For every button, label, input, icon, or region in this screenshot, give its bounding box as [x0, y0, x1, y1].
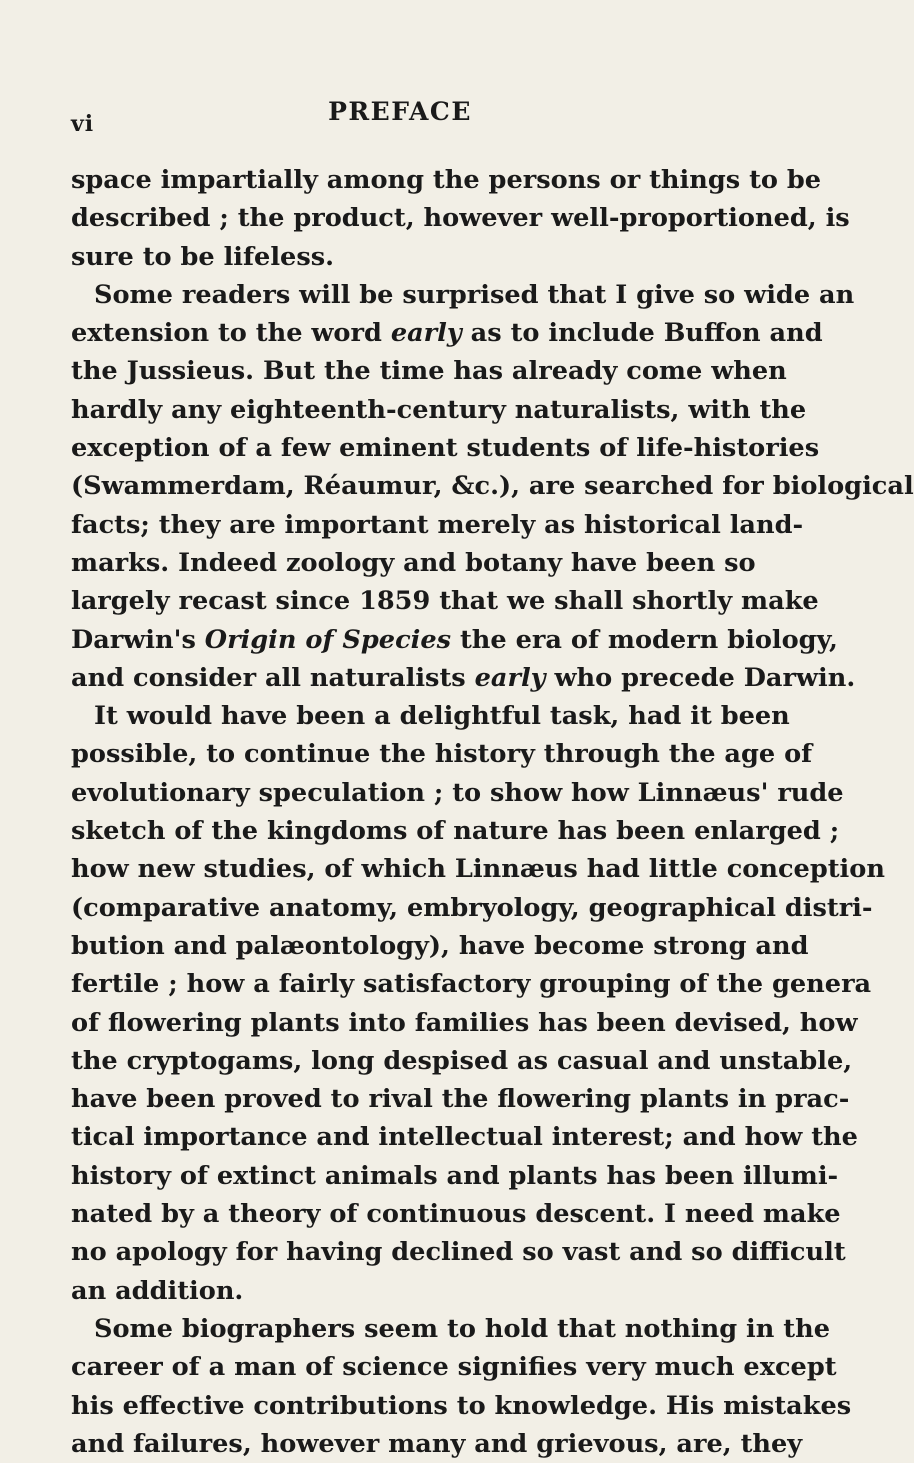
- text-line: space impartially among the persons or things to be: [71, 165, 822, 195]
- italic-title: Origin of Species: [204, 624, 452, 655]
- text-line: how new studies, of which Linnæus had little conception: [71, 854, 885, 885]
- text-line: [71, 314, 823, 352]
- text-line: (Swammerdam, Réaumur, &c.), are searched for biological: [71, 471, 914, 502]
- text-line: sure to be lifeless.: [71, 241, 335, 272]
- text-line: largely recast since 1859 that we shall shortly make: [71, 586, 819, 617]
- text-line: no apology for having declined so vast and so difficult: [71, 1237, 846, 1268]
- text-line: possible, to continue the history through the age of: [71, 739, 813, 770]
- body-text: [71, 161, 914, 1463]
- text-line: and failures, however many and grievous, are, they: [71, 1428, 803, 1459]
- text-line: fertile ; how a fairly satisfactory grouping of the genera: [71, 969, 872, 1000]
- text-run: as to include Buffon and: [461, 318, 823, 349]
- text-run: extension to the word: [71, 318, 391, 349]
- text-line: (comparative anatomy, embryology, geographical distri-: [71, 892, 873, 923]
- text-line: evolutionary speculation ; to show how Linnæus' rude: [71, 777, 844, 808]
- text-line: sketch of the kingdoms of nature has been enlarged ;: [71, 816, 840, 847]
- text-run: the era of modern biology,: [451, 624, 838, 655]
- text-line: of flowering plants into families has been devised, how: [71, 1007, 858, 1038]
- page-number: vi: [71, 111, 95, 137]
- text-line: his effective contributions to knowledge. His mistakes: [71, 1390, 852, 1421]
- text-line: career of a man of science signifies very much except: [71, 1352, 837, 1383]
- italic-word: early: [474, 662, 546, 693]
- text-line: [71, 621, 838, 659]
- text-line: have been proved to rival the flowering plants in prac-: [71, 1084, 850, 1115]
- text-run: who precede Darwin.: [545, 662, 856, 693]
- text-line: the Jussieus. But the time has already come when: [71, 356, 787, 387]
- text-line: [71, 659, 856, 697]
- running-head: PREFACE: [328, 97, 472, 126]
- text-line: Some readers will be surprised that I give so wide an: [94, 279, 855, 310]
- text-line: nated by a theory of continuous descent. I need make: [71, 1199, 841, 1230]
- italic-word: early: [390, 318, 462, 349]
- text-line: exception of a few eminent students of life-histories: [71, 433, 820, 464]
- text-line: history of extinct animals and plants has been illumi-: [71, 1160, 839, 1191]
- text-line: described ; the product, however well-proportioned, is: [71, 203, 850, 234]
- text-line: Some biographers seem to hold that nothing in the: [94, 1313, 830, 1344]
- text-line: marks. Indeed zoology and botany have been so: [71, 547, 756, 578]
- text-line: an addition.: [71, 1275, 244, 1306]
- text-line: facts; they are important merely as historical land-: [71, 509, 804, 540]
- text-line: the cryptogams, long despised as casual and unstable,: [71, 1045, 853, 1076]
- text-line: bution and palæontology), have become strong and: [71, 930, 809, 961]
- text-line: It would have been a delightful task, had it been: [94, 701, 790, 732]
- text-line: tical importance and intellectual interest; and how the: [71, 1122, 858, 1153]
- text-run: Darwin's: [71, 624, 205, 655]
- text-line: hardly any eighteenth-century naturalists, with the: [71, 394, 807, 425]
- text-run: and consider all naturalists: [71, 662, 475, 693]
